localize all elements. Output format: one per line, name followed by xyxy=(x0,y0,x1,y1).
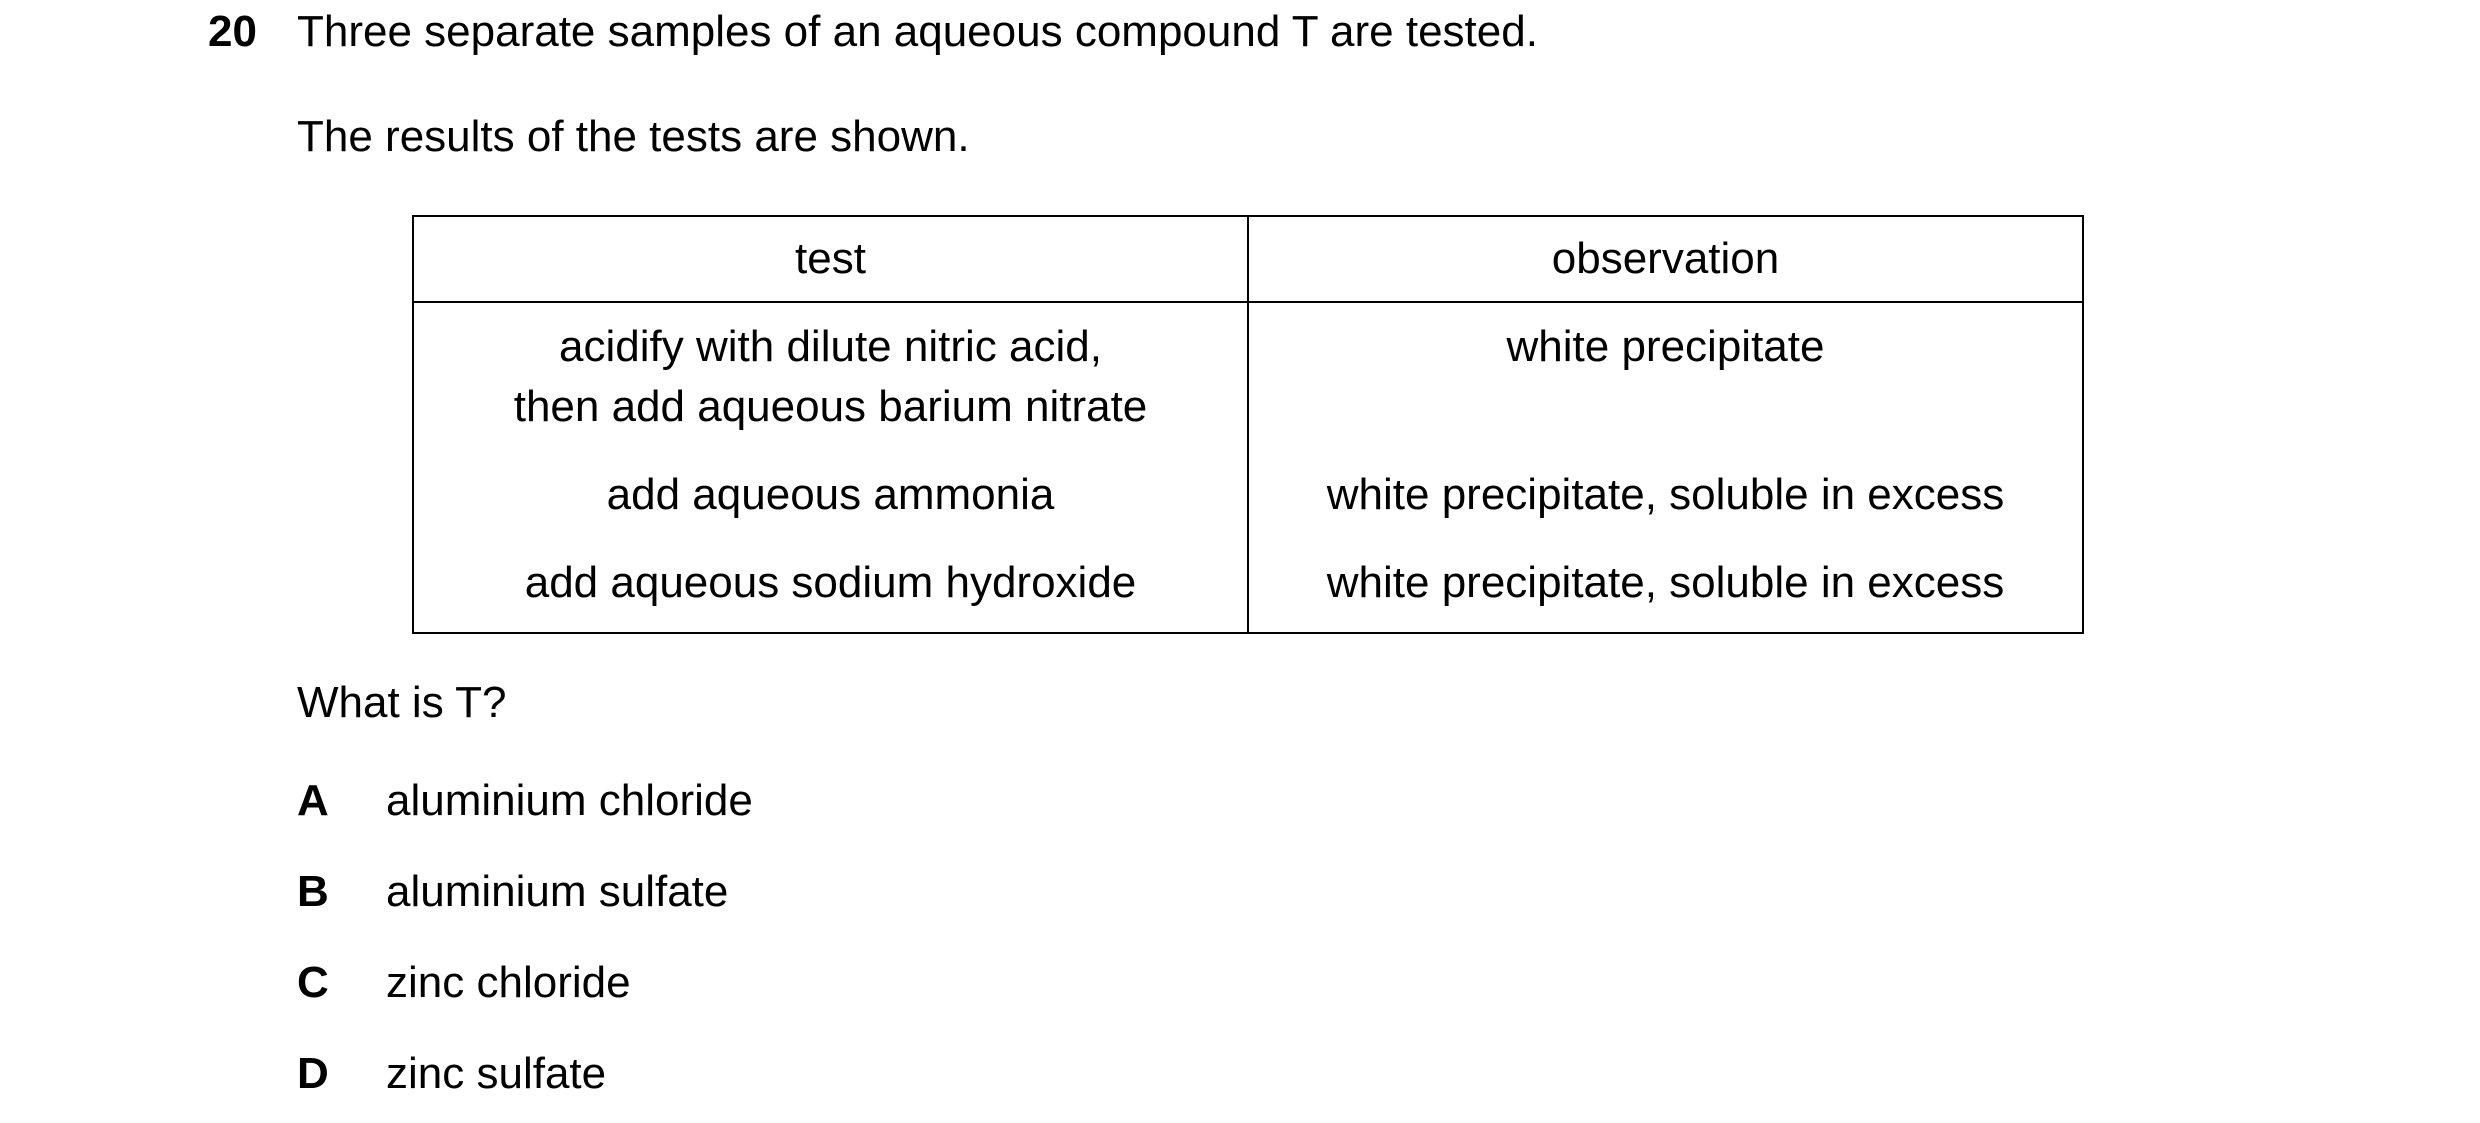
question-stem: Three separate samples of an aqueous compound T are tested. xyxy=(297,7,1538,56)
option-letter: C xyxy=(297,958,329,1007)
test-cell xyxy=(413,459,1248,545)
test-line: add aqueous ammonia xyxy=(606,470,1055,519)
table-header-row xyxy=(413,216,2083,302)
option-text: aluminium sulfate xyxy=(386,867,729,916)
observation-cell: white precipitate xyxy=(1248,302,2083,459)
results-table xyxy=(412,215,2084,634)
test-line: acidify with dilute nitric acid, xyxy=(559,322,1102,371)
table-intro: The results of the tests are shown. xyxy=(297,112,970,161)
option-letter: B xyxy=(297,867,329,916)
option-letter: A xyxy=(297,776,329,825)
test-line: add aqueous sodium hydroxide xyxy=(524,558,1137,607)
option-text: aluminium chloride xyxy=(386,776,753,825)
question-number: 20 xyxy=(208,7,257,56)
option-text: zinc chloride xyxy=(386,958,631,1007)
option-text: zinc sulfate xyxy=(386,1049,607,1098)
option-letter: D xyxy=(297,1049,329,1098)
test-cell xyxy=(413,545,1248,633)
observation-cell: white precipitate, soluble in excess xyxy=(1248,459,2083,545)
table-row xyxy=(413,302,2083,459)
question-prompt: What is T? xyxy=(297,678,507,727)
test-line: then add aqueous barium nitrate xyxy=(513,382,1148,431)
observation-cell: white precipitate, soluble in excess xyxy=(1248,545,2083,633)
header-observation: observation xyxy=(1248,216,2083,302)
table-row xyxy=(413,459,2083,545)
test-cell xyxy=(413,302,1248,459)
header-test: test xyxy=(413,216,1248,302)
table-row xyxy=(413,545,2083,633)
